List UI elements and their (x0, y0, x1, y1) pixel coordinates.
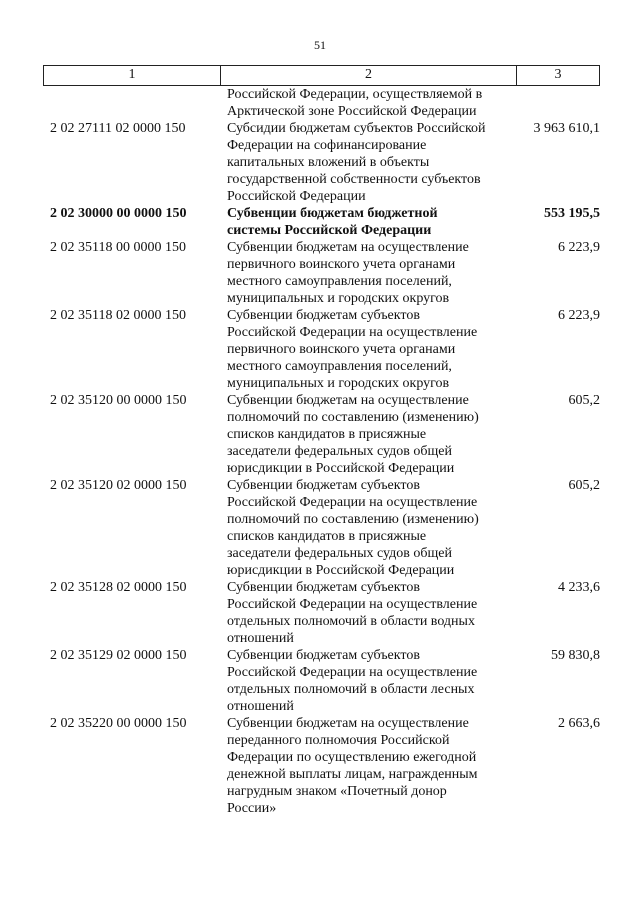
amount-value: 605,2 (568, 478, 600, 493)
table-header (43, 65, 600, 86)
description-line: Субвенции бюджетам субъектов (227, 580, 420, 595)
description-line: государственной собственности субъектов (227, 172, 481, 187)
description-line: Субвенции бюджетам бюджетной (227, 206, 438, 221)
description-line: Российской Федерации, осуществляемой в (227, 87, 483, 102)
description-line: списков кандидатов в присяжные (227, 529, 427, 544)
description-line: полномочий по составлению (изменению) (227, 512, 479, 527)
table-row (43, 307, 600, 392)
income-description (221, 477, 517, 579)
budget-code: 2 02 35118 00 0000 150 (50, 240, 186, 255)
budget-code: 2 02 35220 00 0000 150 (50, 716, 187, 731)
income-description (221, 307, 517, 392)
description-line: списков кандидатов в присяжные (227, 427, 427, 442)
description-line: полномочий по составлению (изменению) (227, 410, 479, 425)
table-row (43, 86, 600, 120)
description-line: местного самоуправления поселений, (227, 274, 452, 289)
amount-value: 553 195,5 (544, 206, 600, 221)
income-description (221, 647, 517, 715)
description-line: Федерации по осуществлению ежегодной (227, 750, 477, 765)
description-line: переданного полномочия Российской (227, 733, 450, 748)
amount-value: 605,2 (568, 393, 600, 408)
description-line: первичного воинского учета органами (227, 342, 456, 357)
description-line: Российской Федерации на осуществление (227, 665, 478, 680)
description-line: муниципальных и городских округов (227, 376, 450, 391)
column-header-1: 1 (43, 66, 221, 85)
table-row (43, 205, 600, 239)
table-row (43, 120, 600, 205)
column-header-3: 3 (517, 66, 600, 85)
description-line: местного самоуправления поселений, (227, 359, 452, 374)
description-line: Субвенции бюджетам на осуществление (227, 393, 469, 408)
table-row (43, 647, 600, 715)
description-line: Федерации на софинансирование (227, 138, 427, 153)
budget-table-body (43, 86, 600, 817)
table-row (43, 715, 600, 817)
description-line: России» (227, 801, 277, 816)
description-line: нагрудным знаком «Почетный донор (227, 784, 447, 799)
description-line: Субвенции бюджетам на осуществление (227, 240, 469, 255)
description-line: Российской Федерации на осуществление (227, 495, 478, 510)
table-row (43, 239, 600, 307)
description-line: отношений (227, 631, 294, 646)
budget-code: 2 02 35120 02 0000 150 (50, 478, 187, 493)
description-line: отдельных полномочий в области лесных (227, 682, 475, 697)
description-line: юрисдикции в Российской Федерации (227, 461, 455, 476)
page-number: 51 (314, 38, 326, 52)
income-description (221, 120, 517, 205)
description-line: отношений (227, 699, 294, 714)
description-line: Субвенции бюджетам субъектов (227, 478, 420, 493)
table-row (43, 579, 600, 647)
budget-code: 2 02 35118 02 0000 150 (50, 308, 186, 323)
budget-code: 2 02 35128 02 0000 150 (50, 580, 187, 595)
amount-value: 4 233,6 (558, 580, 600, 595)
description-line: системы Российской Федерации (227, 223, 432, 238)
description-line: денежной выплаты лицам, награжденным (227, 767, 478, 782)
description-line: муниципальных и городских округов (227, 291, 450, 306)
description-line: Субсидии бюджетам субъектов Российской (227, 121, 486, 136)
description-line: Российской Федерации (227, 189, 366, 204)
description-line: Арктической зоне Российской Федерации (227, 104, 477, 119)
amount-value (517, 86, 600, 120)
description-line: заседатели федеральных судов общей (227, 546, 452, 561)
description-line: отдельных полномочий в области водных (227, 614, 475, 629)
description-line: заседатели федеральных судов общей (227, 444, 452, 459)
income-description (221, 239, 517, 307)
column-header-2: 2 (221, 66, 517, 85)
description-line: юрисдикции в Российской Федерации (227, 563, 455, 578)
budget-code: 2 02 35120 00 0000 150 (50, 393, 187, 408)
description-line: Субвенции бюджетам на осуществление (227, 716, 469, 731)
amount-value: 6 223,9 (558, 308, 600, 323)
budget-code: 2 02 27111 02 0000 150 (50, 121, 186, 136)
income-description (221, 86, 517, 120)
amount-value: 59 830,8 (551, 648, 600, 663)
income-description (221, 205, 517, 239)
income-description (221, 579, 517, 647)
table-row (43, 477, 600, 579)
budget-code (43, 86, 221, 120)
description-line: первичного воинского учета органами (227, 257, 456, 272)
budget-code: 2 02 35129 02 0000 150 (50, 648, 187, 663)
description-line: капитальных вложений в объекты (227, 155, 430, 170)
budget-code: 2 02 30000 00 0000 150 (50, 206, 187, 221)
table-row (43, 392, 600, 477)
income-description (221, 715, 517, 817)
amount-value: 6 223,9 (558, 240, 600, 255)
amount-value: 3 963 610,1 (533, 121, 600, 136)
income-description (221, 392, 517, 477)
description-line: Российской Федерации на осуществление (227, 597, 478, 612)
description-line: Субвенции бюджетам субъектов (227, 648, 420, 663)
description-line: Российской Федерации на осуществление (227, 325, 478, 340)
description-line: Субвенции бюджетам субъектов (227, 308, 420, 323)
amount-value: 2 663,6 (558, 716, 600, 731)
